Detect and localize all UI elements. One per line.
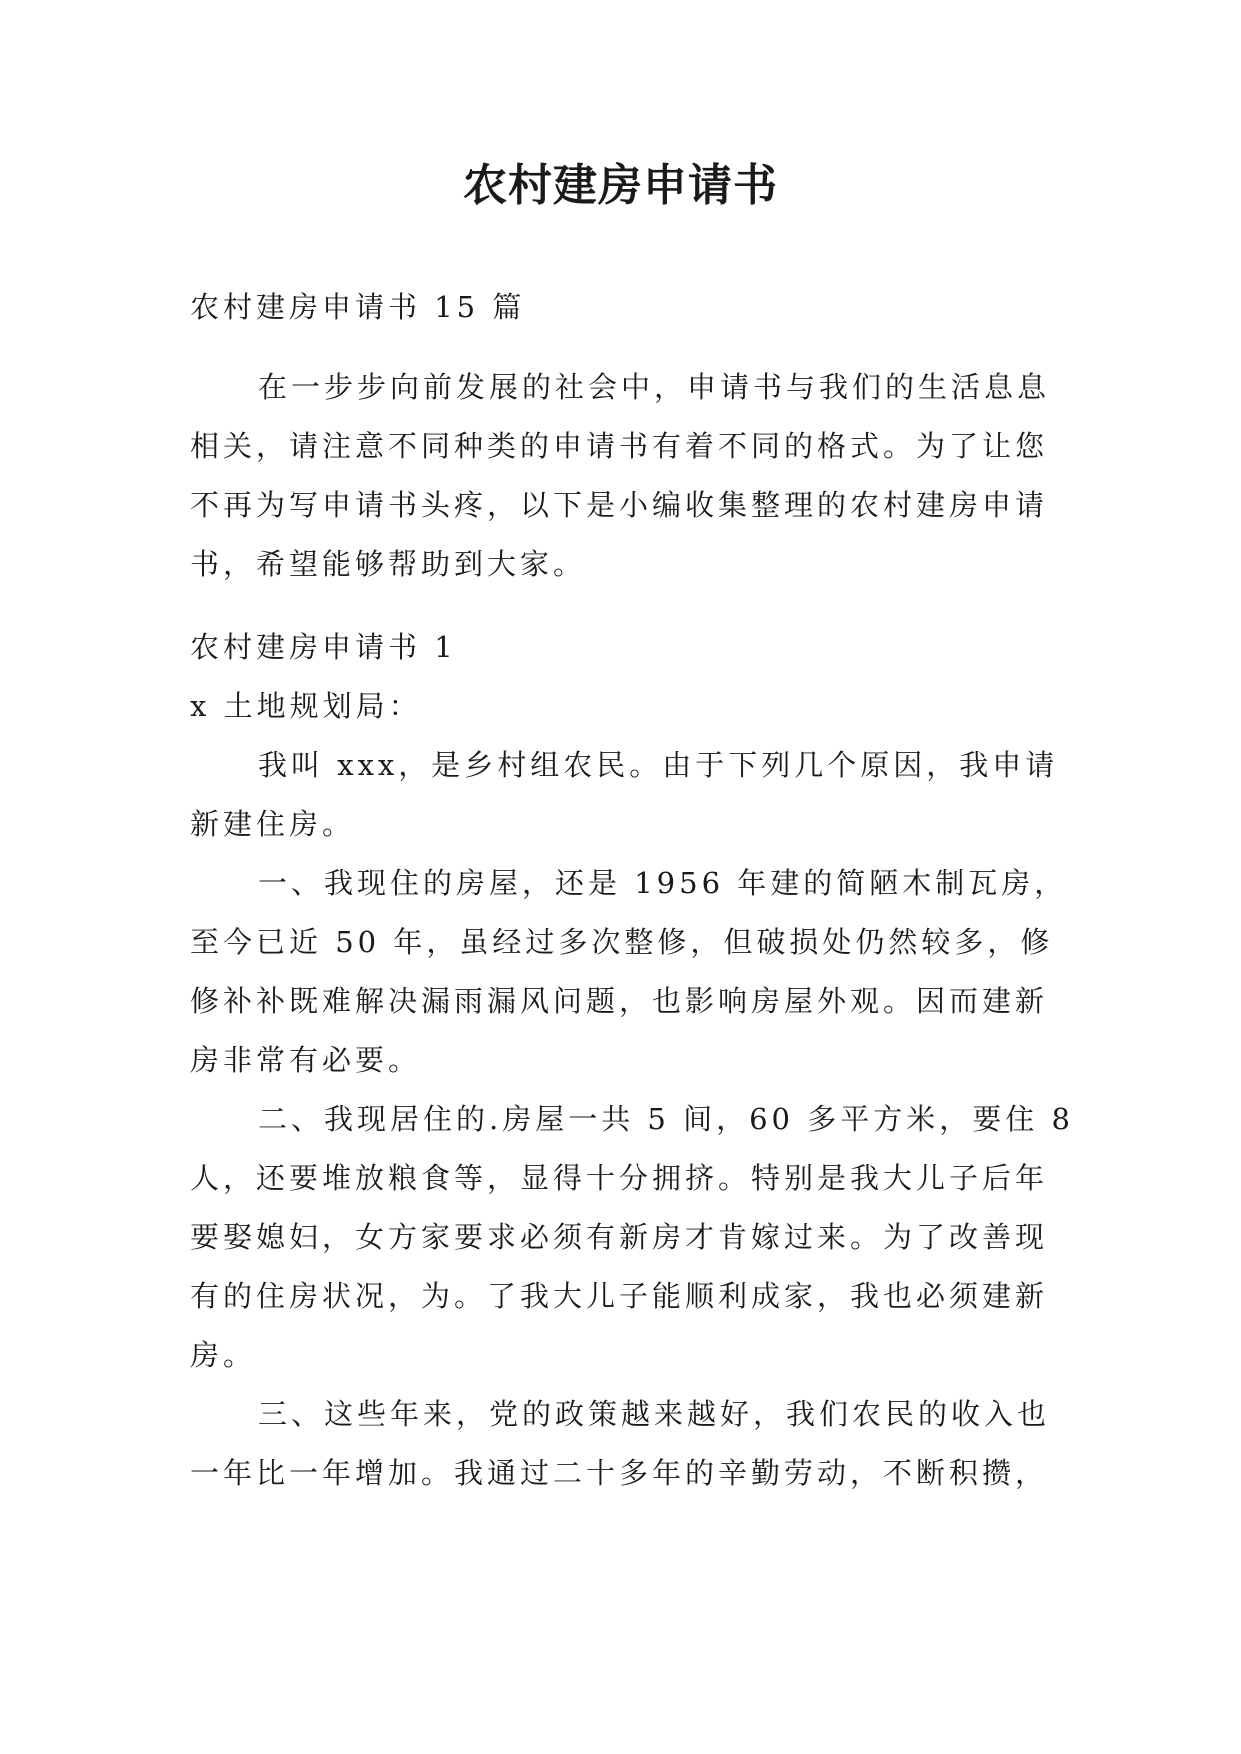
body-line: 修补补既难解决漏雨漏风问题，也影响房屋外观。因而建新: [190, 984, 1049, 1018]
intro-paragraph: [190, 358, 1070, 594]
body-line: 要娶媳妇，女方家要求必须有新房才肯嫁过来。为了改善现: [190, 1220, 1049, 1254]
document-title: 农村建房申请书: [463, 160, 778, 211]
body-line: 人，还要堆放粮食等，显得十分拥挤。特别是我大儿子后年: [190, 1161, 1049, 1195]
body-line: 新建住房。: [190, 807, 356, 841]
intro-line: 不再为写申请书头疼，以下是小编收集整理的农村建房申请: [190, 488, 1049, 522]
subtitle: [190, 278, 1070, 337]
body-line: 三、这些年来，党的政策越来越好，我们农民的收入也: [258, 1397, 1051, 1431]
letter-addressee: x 土地规划局：: [190, 689, 422, 723]
intro-line: 在一步步向前发展的社会中，申请书与我们的生活息息: [258, 370, 1051, 404]
body-line: 二、我现居住的.房屋一共 5 间，60 多平方米，要住 8: [258, 1102, 1074, 1136]
intro-line: 相关，请注意不同种类的申请书有着不同的格式。为了让您: [190, 429, 1049, 463]
intro-line: 书，希望能够帮助到大家。: [190, 547, 587, 581]
body-line: 房。: [190, 1338, 257, 1372]
body-line: 我叫 xxx，是乡村组农民。由于下列几个原因，我申请: [258, 748, 1059, 782]
body-line: 房非常有必要。: [190, 1043, 422, 1077]
section-heading: 农村建房申请书 1: [190, 630, 457, 664]
body-line: 至今已近 50 年，虽经过多次整修，但破损处仍然较多，修: [190, 925, 1054, 959]
subtitle-line: 农村建房申请书 15 篇: [190, 290, 526, 324]
letter-section: [190, 618, 1074, 1503]
body-line: 一、我现住的房屋，还是 1956 年建的简陋木制瓦房，: [258, 866, 1068, 900]
body-line: 一年比一年增加。我通过二十多年的辛勤劳动，不断积攒，: [190, 1456, 1049, 1490]
body-line: 有的住房状况，为。了我大儿子能顺利成家，我也必须建新: [190, 1279, 1049, 1313]
